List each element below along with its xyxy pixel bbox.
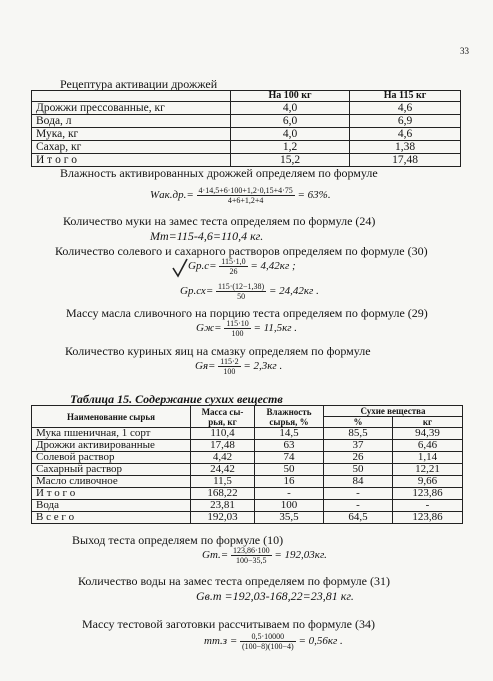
table15-label: Таблица 15. [70, 392, 133, 406]
table-row [32, 128, 461, 141]
table-header: кг [393, 417, 463, 428]
formula-part: = 2,3кг . [243, 360, 283, 373]
paragraph: Количество воды на замес теста определяем по формуле (31) [78, 574, 390, 588]
table-cell: 85,5 [324, 428, 393, 440]
paragraph: Влажность активированных дрожжей определяем по формуле [60, 166, 378, 180]
formula-part: = 63%. [297, 189, 331, 202]
table-cell: 94,39 [393, 428, 463, 440]
table-header: На 115 кг [350, 91, 461, 102]
formula-part: = 24,42кг . [268, 285, 319, 298]
formula-water: Gв.т =192,03-168,22=23,81 кг. [196, 589, 354, 603]
table-cell: Дрожжи активированные [32, 440, 191, 452]
table-cell: 4,42 [191, 452, 255, 464]
recipe-title: Рецептура активации дрожжей [60, 77, 218, 91]
table-row [32, 476, 463, 488]
paragraph: Выход теста определяем по формуле (10) [72, 533, 284, 547]
paragraph: Количество куриных яиц на смазку определяем по формуле [65, 344, 371, 358]
formula-part: = 0,56кг . [298, 635, 343, 648]
table-cell: Вода, л [32, 115, 231, 128]
table-cell: 6,46 [393, 440, 463, 452]
table-cell: - [324, 500, 393, 512]
table-cell: 24,42 [191, 464, 255, 476]
table-cell: 1,2 [231, 141, 350, 154]
table-cell: 4,6 [350, 128, 461, 141]
table-cell: 64,5 [324, 512, 393, 524]
table-cell: 63 [255, 440, 324, 452]
table-cell: 11,5 [191, 476, 255, 488]
table-cell: Вода [32, 500, 191, 512]
fraction-numerator: 115·10 [226, 319, 249, 328]
formula-part: Gт.= [202, 549, 229, 562]
table-cell: 100 [255, 500, 324, 512]
table-cell: 4,0 [231, 102, 350, 115]
fraction [231, 546, 272, 565]
table15-heading: Содержание сухих веществ [135, 392, 283, 406]
fraction-denominator: 4+6+1,2+4 [227, 196, 264, 205]
dry-matter-table [31, 405, 463, 524]
table-cell: 15,2 [231, 154, 350, 167]
table-cell: 84 [324, 476, 393, 488]
table-cell: Масло сливочное [32, 476, 191, 488]
table-cell: Мука пшеничная, 1 сорт [32, 428, 191, 440]
fraction-denominator: 100−35,5 [236, 556, 267, 565]
table-cell: 16 [255, 476, 324, 488]
fraction-denominator: 100 [231, 329, 244, 338]
paragraph: Количество солевого и сахарного растворов определяем по формуле (30) [55, 244, 428, 258]
table-cell: 9,66 [393, 476, 463, 488]
formula-part: Gр.сх= [180, 285, 214, 298]
fraction-numerator: 115·2 [220, 357, 239, 366]
table-row [32, 115, 461, 128]
recipe-table [31, 90, 461, 167]
table-row [32, 464, 463, 476]
fraction-numerator: 123,86·100 [232, 546, 270, 555]
formula-part: Gя= [195, 360, 216, 373]
table-cell: Мука, кг [32, 128, 231, 141]
table-cell: 4,6 [350, 102, 461, 115]
formula-eggs [195, 357, 282, 376]
fraction [218, 357, 240, 376]
fraction [219, 257, 247, 276]
formula-sugar-solution [180, 282, 319, 301]
table-cell: 35,5 [255, 512, 324, 524]
table-cell: 1,38 [350, 141, 461, 154]
table-cell: 17,48 [350, 154, 461, 167]
formula-flour: Mm=115-4,6=110,4 кг. [150, 229, 264, 243]
table-cell: 26 [324, 452, 393, 464]
table-cell: 17,48 [191, 440, 255, 452]
table-cell: 1,14 [393, 452, 463, 464]
fraction-denominator: (100−8)(100−4) [242, 642, 294, 651]
fraction-numerator: 0,5·10000 [240, 632, 296, 642]
formula-dough-yield [202, 546, 327, 565]
table-cell: 123,86 [393, 488, 463, 500]
table-cell: Сахарный раствор [32, 464, 191, 476]
table-cell: 168,22 [191, 488, 255, 500]
table-cell: 12,21 [393, 464, 463, 476]
formula-part: Gр.с= [188, 260, 217, 273]
table-cell: - [255, 488, 324, 500]
fraction-denominator: 26 [229, 267, 238, 276]
paragraph: Массу тестовой заготовки рассчитываем по формуле (34) [82, 617, 375, 631]
fraction-denominator: 100 [223, 367, 236, 376]
table-row [32, 500, 463, 512]
paragraph: Количество муки на замес теста определяем по формуле (24) [63, 214, 376, 228]
table-cell: 37 [324, 440, 393, 452]
table-row [32, 440, 463, 452]
table-header: Наименование сырья [32, 406, 191, 428]
table-cell: 6,0 [231, 115, 350, 128]
table-header-row [32, 406, 463, 417]
fraction [197, 186, 295, 205]
formula-part: = 4,42кг ; [250, 260, 296, 273]
table-grand-total-row [32, 512, 463, 524]
fraction-numerator: 115·(12−1,38) [218, 282, 265, 291]
formula-butter [196, 319, 297, 338]
table-cell: 192,03 [191, 512, 255, 524]
table-row [32, 141, 461, 154]
table-cell: И т о г о [32, 154, 231, 167]
fraction [224, 319, 250, 338]
table-header: Влажность сырья, % [255, 406, 324, 428]
checkmark-icon [172, 258, 188, 278]
formula-part: Wак.др.= [150, 189, 194, 202]
table-total-row [32, 488, 463, 500]
formula-part: = 11,5кг . [253, 322, 298, 335]
table-cell: 4,0 [231, 128, 350, 141]
fraction-numerator: 115·1,0 [221, 257, 246, 266]
table-header [32, 91, 231, 102]
table-row [32, 452, 463, 464]
table-cell: - [393, 500, 463, 512]
fraction-numerator: 4·14,5+6·100+1,2·0,15+4·75 [198, 186, 293, 195]
formula-part: = 192,03кг. [274, 549, 327, 562]
table-cell: 23,81 [191, 500, 255, 512]
formula-yeast-moisture [150, 186, 331, 205]
table-cell: 74 [255, 452, 324, 464]
fraction [240, 632, 296, 651]
table-header: На 100 кг [231, 91, 350, 102]
table-row [32, 428, 463, 440]
formula-part: Gж= [196, 322, 222, 335]
table-cell: - [324, 488, 393, 500]
table-header: % [324, 417, 393, 428]
table-header-row [32, 91, 461, 102]
table-cell: 123,86 [393, 512, 463, 524]
formula-part: mт.з = [204, 635, 238, 648]
table-cell: 50 [324, 464, 393, 476]
table-total-row [32, 154, 461, 167]
formula-salt-solution [188, 257, 296, 276]
table-cell: 14,5 [255, 428, 324, 440]
table-cell: Сахар, кг [32, 141, 231, 154]
page-number: 33 [460, 46, 469, 56]
fraction [216, 282, 266, 301]
table-row [32, 102, 461, 115]
paragraph: Массу масла сливочного на порцию теста определяем по формуле (29) [66, 306, 428, 320]
table-cell: 110,4 [191, 428, 255, 440]
table-cell: В с е г о [32, 512, 191, 524]
formula-dough-piece [204, 632, 343, 651]
table-header: Сухие вещества [324, 406, 463, 417]
table-cell: И т о г о [32, 488, 191, 500]
table-cell: Солевой раствор [32, 452, 191, 464]
table-cell: 50 [255, 464, 324, 476]
table-header: Масса сы-рья, кг [191, 406, 255, 428]
table-cell: Дрожжи прессованные, кг [32, 102, 231, 115]
fraction-denominator: 50 [237, 292, 246, 301]
table-cell: 6,9 [350, 115, 461, 128]
